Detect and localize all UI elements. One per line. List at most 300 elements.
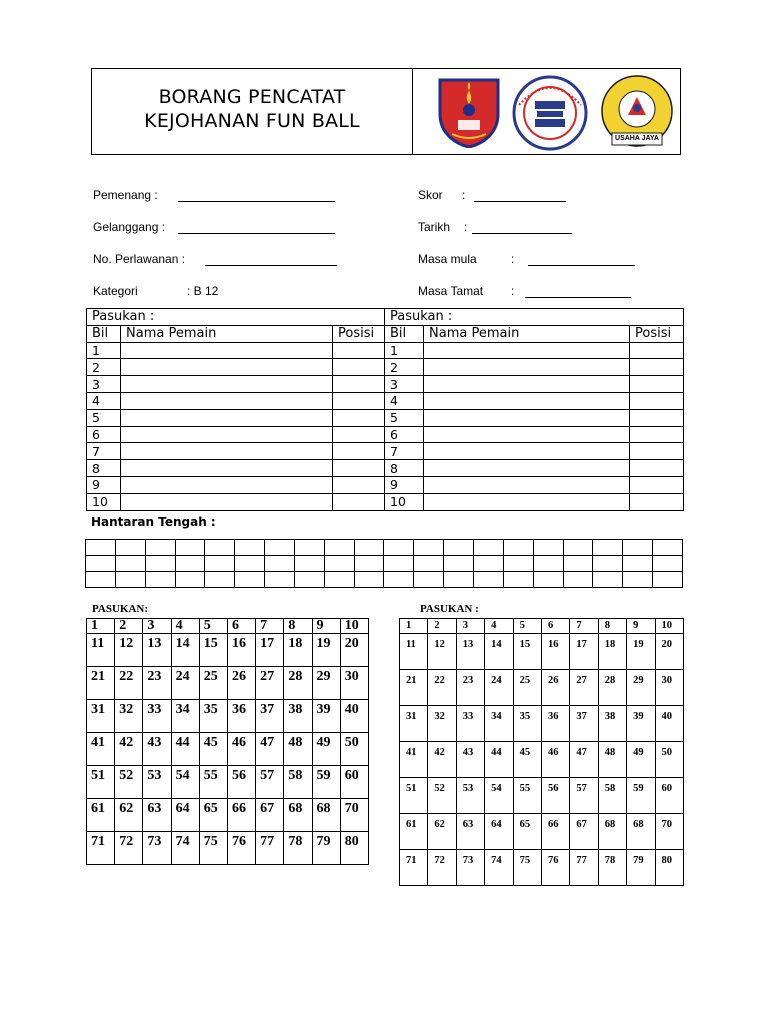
player-cell-posisi-left[interactable] xyxy=(333,359,385,376)
score-cell[interactable]: 66 xyxy=(541,814,569,850)
player-cell-nama-left[interactable] xyxy=(121,443,333,460)
score-cell[interactable]: 74 xyxy=(485,850,513,886)
score-cell[interactable]: 59 xyxy=(312,766,340,799)
score-cell[interactable]: 52 xyxy=(115,766,143,799)
score-cell[interactable]: 37 xyxy=(570,706,598,742)
score-cell[interactable]: 8 xyxy=(284,619,312,634)
score-cell[interactable]: 72 xyxy=(428,850,456,886)
district-shield-logo xyxy=(438,76,500,148)
score-cell[interactable]: 76 xyxy=(227,832,255,865)
score-cell[interactable]: 44 xyxy=(485,742,513,778)
score-cell[interactable]: 11 xyxy=(87,634,115,667)
score-grid-row xyxy=(87,832,369,865)
score-grid-row xyxy=(87,619,369,634)
player-cell-bil-right: 9 xyxy=(385,476,424,493)
score-cell[interactable]: 41 xyxy=(400,742,428,778)
hantaran-row xyxy=(86,556,683,572)
score-cell[interactable]: 7 xyxy=(570,619,598,634)
score-cell[interactable]: 2 xyxy=(428,619,456,634)
pemenang-line[interactable] xyxy=(178,201,335,202)
score-cell[interactable]: 55 xyxy=(199,766,227,799)
score-cell[interactable]: 14 xyxy=(171,634,199,667)
score-cell[interactable]: 73 xyxy=(143,832,171,865)
hantaran-row xyxy=(86,572,683,588)
hantaran-grid xyxy=(85,539,683,588)
score-cell[interactable]: 72 xyxy=(115,832,143,865)
score-cell[interactable]: 38 xyxy=(284,700,312,733)
score-cell[interactable]: 16 xyxy=(541,634,569,670)
no-perlawanan-label: No. Perlawanan : xyxy=(93,252,186,266)
player-cell-nama-right[interactable] xyxy=(424,376,630,393)
player-cell-posisi-right[interactable] xyxy=(630,443,684,460)
score-cell[interactable]: 77 xyxy=(570,850,598,886)
score-cell[interactable]: 27 xyxy=(256,667,284,700)
score-cell[interactable]: 49 xyxy=(312,733,340,766)
score-cell[interactable]: 63 xyxy=(456,814,484,850)
score-grid-row xyxy=(87,733,369,766)
score-cell[interactable]: 73 xyxy=(456,850,484,886)
score-cell[interactable]: 17 xyxy=(256,634,284,667)
hantaran-cell[interactable] xyxy=(414,540,444,556)
score-cell[interactable]: 53 xyxy=(456,778,484,814)
score-cell[interactable]: 21 xyxy=(400,670,428,706)
hantaran-cell[interactable] xyxy=(145,556,175,572)
score-cell[interactable]: 52 xyxy=(428,778,456,814)
score-cell[interactable]: 3 xyxy=(456,619,484,634)
player-cell-posisi-left[interactable] xyxy=(333,426,385,443)
col-nama-left: Nama Pemain xyxy=(121,325,333,342)
form-subtitle: KEJOHANAN FUN BALL xyxy=(144,110,360,132)
score-cell[interactable]: 33 xyxy=(456,706,484,742)
score-cell[interactable]: 48 xyxy=(598,742,626,778)
hantaran-cell[interactable] xyxy=(205,540,235,556)
score-cell[interactable]: 50 xyxy=(340,733,368,766)
score-cell[interactable]: 35 xyxy=(513,706,541,742)
score-grid-row xyxy=(400,670,684,706)
masa-mula-line[interactable] xyxy=(528,265,635,266)
score-cell[interactable]: 37 xyxy=(256,700,284,733)
score-cell[interactable]: 6 xyxy=(227,619,255,634)
hantaran-cell[interactable] xyxy=(175,556,205,572)
score-cell[interactable]: 58 xyxy=(598,778,626,814)
score-cell[interactable]: 34 xyxy=(171,700,199,733)
player-cell-posisi-right[interactable] xyxy=(630,342,684,359)
score-cell[interactable]: 16 xyxy=(227,634,255,667)
hantaran-cell[interactable] xyxy=(593,572,623,588)
score-cell[interactable]: 53 xyxy=(143,766,171,799)
score-cell[interactable]: 26 xyxy=(227,667,255,700)
score-cell[interactable]: 12 xyxy=(115,634,143,667)
hantaran-cell[interactable] xyxy=(294,556,324,572)
player-cell-nama-left[interactable] xyxy=(121,342,333,359)
score-cell[interactable]: 50 xyxy=(655,742,683,778)
score-cell[interactable]: 47 xyxy=(256,733,284,766)
score-cell[interactable]: 24 xyxy=(171,667,199,700)
score-cell[interactable]: 78 xyxy=(284,832,312,865)
player-cell-posisi-right[interactable] xyxy=(630,376,684,393)
score-cell[interactable]: 13 xyxy=(143,634,171,667)
hantaran-cell[interactable] xyxy=(175,572,205,588)
player-cell-posisi-right[interactable] xyxy=(630,392,684,409)
score-grid-row xyxy=(400,850,684,886)
player-cell-posisi-right[interactable] xyxy=(630,460,684,477)
player-cell-nama-right[interactable] xyxy=(424,392,630,409)
gelanggang-line[interactable] xyxy=(178,233,335,234)
hantaran-cell[interactable] xyxy=(86,572,116,588)
score-cell[interactable]: 4 xyxy=(485,619,513,634)
score-cell[interactable]: 71 xyxy=(400,850,428,886)
player-cell-nama-left[interactable] xyxy=(121,409,333,426)
score-cell[interactable]: 46 xyxy=(541,742,569,778)
score-cell[interactable]: 4 xyxy=(171,619,199,634)
player-cell-nama-right[interactable] xyxy=(424,426,630,443)
hantaran-cell[interactable] xyxy=(563,540,593,556)
hantaran-cell[interactable] xyxy=(414,556,444,572)
score-cell[interactable]: 70 xyxy=(340,799,368,832)
hantaran-cell[interactable] xyxy=(324,540,354,556)
score-cell[interactable]: 17 xyxy=(570,634,598,670)
player-cell-nama-left[interactable] xyxy=(121,476,333,493)
score-cell[interactable]: 13 xyxy=(456,634,484,670)
player-cell-bil-left: 4 xyxy=(87,392,121,409)
hantaran-cell[interactable] xyxy=(354,556,384,572)
score-grid-left xyxy=(86,618,369,865)
score-cell[interactable]: 60 xyxy=(655,778,683,814)
player-row xyxy=(87,426,684,443)
score-cell[interactable]: 42 xyxy=(428,742,456,778)
score-cell[interactable]: 15 xyxy=(199,634,227,667)
player-cell-nama-right[interactable] xyxy=(424,359,630,376)
hantaran-cell[interactable] xyxy=(503,540,533,556)
score-cell[interactable]: 79 xyxy=(627,850,655,886)
score-cell[interactable]: 10 xyxy=(340,619,368,634)
gelanggang-label: Gelanggang : xyxy=(93,220,166,234)
score-cell[interactable]: 9 xyxy=(627,619,655,634)
hantaran-cell[interactable] xyxy=(503,556,533,572)
score-cell[interactable]: 54 xyxy=(171,766,199,799)
player-cell-posisi-right[interactable] xyxy=(630,476,684,493)
hantaran-cell[interactable] xyxy=(115,556,145,572)
hantaran-cell[interactable] xyxy=(86,540,116,556)
score-cell[interactable]: 59 xyxy=(627,778,655,814)
player-cell-nama-right[interactable] xyxy=(424,443,630,460)
score-cell[interactable]: 58 xyxy=(284,766,312,799)
score-cell[interactable]: 61 xyxy=(87,799,115,832)
hantaran-cell[interactable] xyxy=(533,572,563,588)
score-cell[interactable]: 30 xyxy=(340,667,368,700)
score-cell[interactable]: 29 xyxy=(312,667,340,700)
score-cell[interactable]: 62 xyxy=(428,814,456,850)
hantaran-cell[interactable] xyxy=(145,540,175,556)
player-cell-posisi-left[interactable] xyxy=(333,493,385,510)
score-cell[interactable]: 56 xyxy=(227,766,255,799)
score-cell[interactable]: 46 xyxy=(227,733,255,766)
score-cell[interactable]: 68 xyxy=(284,799,312,832)
player-cell-posisi-right[interactable] xyxy=(630,409,684,426)
score-cell[interactable]: 65 xyxy=(513,814,541,850)
player-cell-posisi-left[interactable] xyxy=(333,392,385,409)
score-cell[interactable]: 36 xyxy=(541,706,569,742)
player-cell-nama-left[interactable] xyxy=(121,426,333,443)
player-row xyxy=(87,376,684,393)
tarikh-line[interactable] xyxy=(472,233,572,234)
score-cell[interactable]: 34 xyxy=(485,706,513,742)
score-cell[interactable]: 43 xyxy=(456,742,484,778)
score-cell[interactable]: 65 xyxy=(199,799,227,832)
score-cell[interactable]: 43 xyxy=(143,733,171,766)
score-cell[interactable]: 25 xyxy=(513,670,541,706)
player-cell-posisi-left[interactable] xyxy=(333,460,385,477)
hantaran-cell[interactable] xyxy=(623,572,653,588)
score-cell[interactable]: 39 xyxy=(312,700,340,733)
score-cell[interactable]: 80 xyxy=(655,850,683,886)
score-cell[interactable]: 70 xyxy=(655,814,683,850)
score-cell[interactable]: 33 xyxy=(143,700,171,733)
hantaran-cell[interactable] xyxy=(623,556,653,572)
player-cell-nama-right[interactable] xyxy=(424,493,630,510)
score-cell[interactable]: 6 xyxy=(541,619,569,634)
player-cell-bil-left: 3 xyxy=(87,376,121,393)
player-cell-nama-right[interactable] xyxy=(424,409,630,426)
hantaran-cell[interactable] xyxy=(265,556,295,572)
score-cell[interactable]: 61 xyxy=(400,814,428,850)
hantaran-cell[interactable] xyxy=(473,572,503,588)
score-cell[interactable]: 18 xyxy=(284,634,312,667)
score-cell[interactable]: 63 xyxy=(143,799,171,832)
score-cell[interactable]: 60 xyxy=(340,766,368,799)
score-cell[interactable]: 68 xyxy=(312,799,340,832)
hantaran-cell[interactable] xyxy=(115,572,145,588)
score-cell[interactable]: 68 xyxy=(598,814,626,850)
skor-label: Skor xyxy=(418,188,443,202)
hantaran-cell[interactable] xyxy=(384,572,414,588)
masa-tamat-line[interactable] xyxy=(525,297,631,298)
score-cell[interactable]: 20 xyxy=(340,634,368,667)
hantaran-cell[interactable] xyxy=(294,540,324,556)
hantaran-cell[interactable] xyxy=(235,572,265,588)
player-cell-posisi-left[interactable] xyxy=(333,443,385,460)
score-cell[interactable]: 62 xyxy=(115,799,143,832)
hantaran-cell[interactable] xyxy=(235,556,265,572)
score-cell[interactable]: 68 xyxy=(627,814,655,850)
score-cell[interactable]: 32 xyxy=(115,700,143,733)
score-cell[interactable]: 38 xyxy=(598,706,626,742)
hantaran-cell[interactable] xyxy=(593,556,623,572)
score-cell[interactable]: 39 xyxy=(627,706,655,742)
score-cell[interactable]: 9 xyxy=(312,619,340,634)
hantaran-cell[interactable] xyxy=(354,540,384,556)
player-cell-bil-right: 7 xyxy=(385,443,424,460)
player-cell-nama-left[interactable] xyxy=(121,460,333,477)
hantaran-cell[interactable] xyxy=(623,540,653,556)
score-cell[interactable]: 30 xyxy=(655,670,683,706)
hantaran-cell[interactable] xyxy=(175,540,205,556)
score-cell[interactable]: 20 xyxy=(655,634,683,670)
players-table xyxy=(86,308,684,511)
player-cell-posisi-left[interactable] xyxy=(333,376,385,393)
score-cell[interactable]: 35 xyxy=(199,700,227,733)
score-cell[interactable]: 3 xyxy=(143,619,171,634)
score-cell[interactable]: 28 xyxy=(284,667,312,700)
hantaran-cell[interactable] xyxy=(265,540,295,556)
hantaran-cell[interactable] xyxy=(653,540,683,556)
score-cell[interactable]: 44 xyxy=(171,733,199,766)
team-label-right[interactable]: Pasukan : xyxy=(385,309,684,326)
score-cell[interactable]: 31 xyxy=(87,700,115,733)
hantaran-cell[interactable] xyxy=(444,572,474,588)
score-cell[interactable]: 74 xyxy=(171,832,199,865)
hantaran-cell[interactable] xyxy=(384,556,414,572)
score-cell[interactable]: 79 xyxy=(312,832,340,865)
score-cell[interactable]: 55 xyxy=(513,778,541,814)
score-cell[interactable]: 75 xyxy=(199,832,227,865)
score-cell[interactable]: 36 xyxy=(227,700,255,733)
score-cell[interactable]: 75 xyxy=(513,850,541,886)
hantaran-cell[interactable] xyxy=(265,572,295,588)
hantaran-cell[interactable] xyxy=(205,556,235,572)
score-cell[interactable]: 5 xyxy=(513,619,541,634)
player-cell-nama-left[interactable] xyxy=(121,376,333,393)
hantaran-cell[interactable] xyxy=(533,540,563,556)
hantaran-cell[interactable] xyxy=(653,572,683,588)
score-cell[interactable]: 64 xyxy=(485,814,513,850)
score-cell[interactable]: 19 xyxy=(627,634,655,670)
score-cell[interactable]: 57 xyxy=(570,778,598,814)
hantaran-cell[interactable] xyxy=(294,572,324,588)
player-cell-posisi-left[interactable] xyxy=(333,476,385,493)
score-cell[interactable]: 48 xyxy=(284,733,312,766)
hantaran-cell[interactable] xyxy=(354,572,384,588)
hantaran-cell[interactable] xyxy=(235,540,265,556)
player-cell-posisi-left[interactable] xyxy=(333,409,385,426)
player-cell-bil-right: 3 xyxy=(385,376,424,393)
score-cell[interactable]: 25 xyxy=(199,667,227,700)
score-cell[interactable]: 77 xyxy=(256,832,284,865)
score-cell[interactable]: 27 xyxy=(570,670,598,706)
score-cell[interactable]: 1 xyxy=(87,619,115,634)
score-cell[interactable]: 76 xyxy=(541,850,569,886)
score-cell[interactable]: 26 xyxy=(541,670,569,706)
score-cell[interactable]: 12 xyxy=(428,634,456,670)
score-cell[interactable]: 40 xyxy=(655,706,683,742)
score-cell[interactable]: 7 xyxy=(256,619,284,634)
hantaran-cell[interactable] xyxy=(384,540,414,556)
score-grid-right xyxy=(399,618,684,886)
score-cell[interactable]: 57 xyxy=(256,766,284,799)
player-cell-nama-left[interactable] xyxy=(121,493,333,510)
hantaran-cell[interactable] xyxy=(593,540,623,556)
score-cell[interactable]: 41 xyxy=(87,733,115,766)
score-cell[interactable]: 10 xyxy=(655,619,683,634)
score-cell[interactable]: 8 xyxy=(598,619,626,634)
score-grid-row xyxy=(87,799,369,832)
score-cell[interactable]: 67 xyxy=(570,814,598,850)
score-cell[interactable]: 24 xyxy=(485,670,513,706)
skor-line[interactable] xyxy=(474,201,566,202)
hantaran-cell[interactable] xyxy=(86,556,116,572)
score-cell[interactable]: 40 xyxy=(340,700,368,733)
player-cell-posisi-right[interactable] xyxy=(630,426,684,443)
player-cell-posisi-right[interactable] xyxy=(630,493,684,510)
hantaran-cell[interactable] xyxy=(473,540,503,556)
hantaran-cell[interactable] xyxy=(563,572,593,588)
score-cell[interactable]: 22 xyxy=(115,667,143,700)
hantaran-cell[interactable] xyxy=(444,556,474,572)
player-cell-nama-left[interactable] xyxy=(121,392,333,409)
score-cell[interactable]: 56 xyxy=(541,778,569,814)
score-cell[interactable]: 28 xyxy=(598,670,626,706)
score-cell[interactable]: 14 xyxy=(485,634,513,670)
score-cell[interactable]: 15 xyxy=(513,634,541,670)
score-cell[interactable]: 18 xyxy=(598,634,626,670)
score-cell[interactable]: 80 xyxy=(340,832,368,865)
score-cell[interactable]: 11 xyxy=(400,634,428,670)
score-cell[interactable]: 47 xyxy=(570,742,598,778)
player-cell-bil-left: 10 xyxy=(87,493,121,510)
score-cell[interactable]: 49 xyxy=(627,742,655,778)
hantaran-cell[interactable] xyxy=(653,556,683,572)
score-cell[interactable]: 19 xyxy=(312,634,340,667)
score-cell[interactable]: 22 xyxy=(428,670,456,706)
hantaran-cell[interactable] xyxy=(444,540,474,556)
score-cell[interactable]: 5 xyxy=(199,619,227,634)
hantaran-cell[interactable] xyxy=(533,556,563,572)
no-perlawanan-line[interactable] xyxy=(205,265,337,266)
hantaran-cell[interactable] xyxy=(324,556,354,572)
score-cell[interactable]: 51 xyxy=(87,766,115,799)
hantaran-cell[interactable] xyxy=(324,572,354,588)
team-label-left[interactable]: Pasukan : xyxy=(87,309,385,326)
player-cell-nama-right[interactable] xyxy=(424,342,630,359)
player-cell-nama-left[interactable] xyxy=(121,359,333,376)
hantaran-cell[interactable] xyxy=(115,540,145,556)
hantaran-cell[interactable] xyxy=(145,572,175,588)
hantaran-cell[interactable] xyxy=(473,556,503,572)
score-cell[interactable]: 64 xyxy=(171,799,199,832)
score-cell[interactable]: 54 xyxy=(485,778,513,814)
score-cell[interactable]: 32 xyxy=(428,706,456,742)
player-cell-nama-right[interactable] xyxy=(424,460,630,477)
hantaran-cell[interactable] xyxy=(205,572,235,588)
score-cell[interactable]: 71 xyxy=(87,832,115,865)
score-cell[interactable]: 42 xyxy=(115,733,143,766)
score-cell[interactable]: 2 xyxy=(115,619,143,634)
player-cell-nama-right[interactable] xyxy=(424,476,630,493)
skor-colon: : xyxy=(462,188,466,202)
hantaran-cell[interactable] xyxy=(503,572,533,588)
hantaran-cell[interactable] xyxy=(563,556,593,572)
hantaran-cell[interactable] xyxy=(414,572,444,588)
score-cell[interactable]: 45 xyxy=(199,733,227,766)
score-cell[interactable]: 21 xyxy=(87,667,115,700)
score-cell[interactable]: 78 xyxy=(598,850,626,886)
score-cell[interactable]: 66 xyxy=(227,799,255,832)
score-cell[interactable]: 31 xyxy=(400,706,428,742)
masa-mula-colon: : xyxy=(511,252,515,266)
score-cell[interactable]: 51 xyxy=(400,778,428,814)
score-cell[interactable]: 1 xyxy=(400,619,428,634)
player-cell-bil-left: 8 xyxy=(87,460,121,477)
score-cell[interactable]: 67 xyxy=(256,799,284,832)
score-cell[interactable]: 45 xyxy=(513,742,541,778)
score-cell[interactable]: 23 xyxy=(143,667,171,700)
player-cell-posisi-left[interactable] xyxy=(333,342,385,359)
score-cell[interactable]: 23 xyxy=(456,670,484,706)
player-cell-posisi-right[interactable] xyxy=(630,359,684,376)
score-cell[interactable]: 29 xyxy=(627,670,655,706)
player-cell-bil-left: 1 xyxy=(87,342,121,359)
score-grid-row xyxy=(400,742,684,778)
